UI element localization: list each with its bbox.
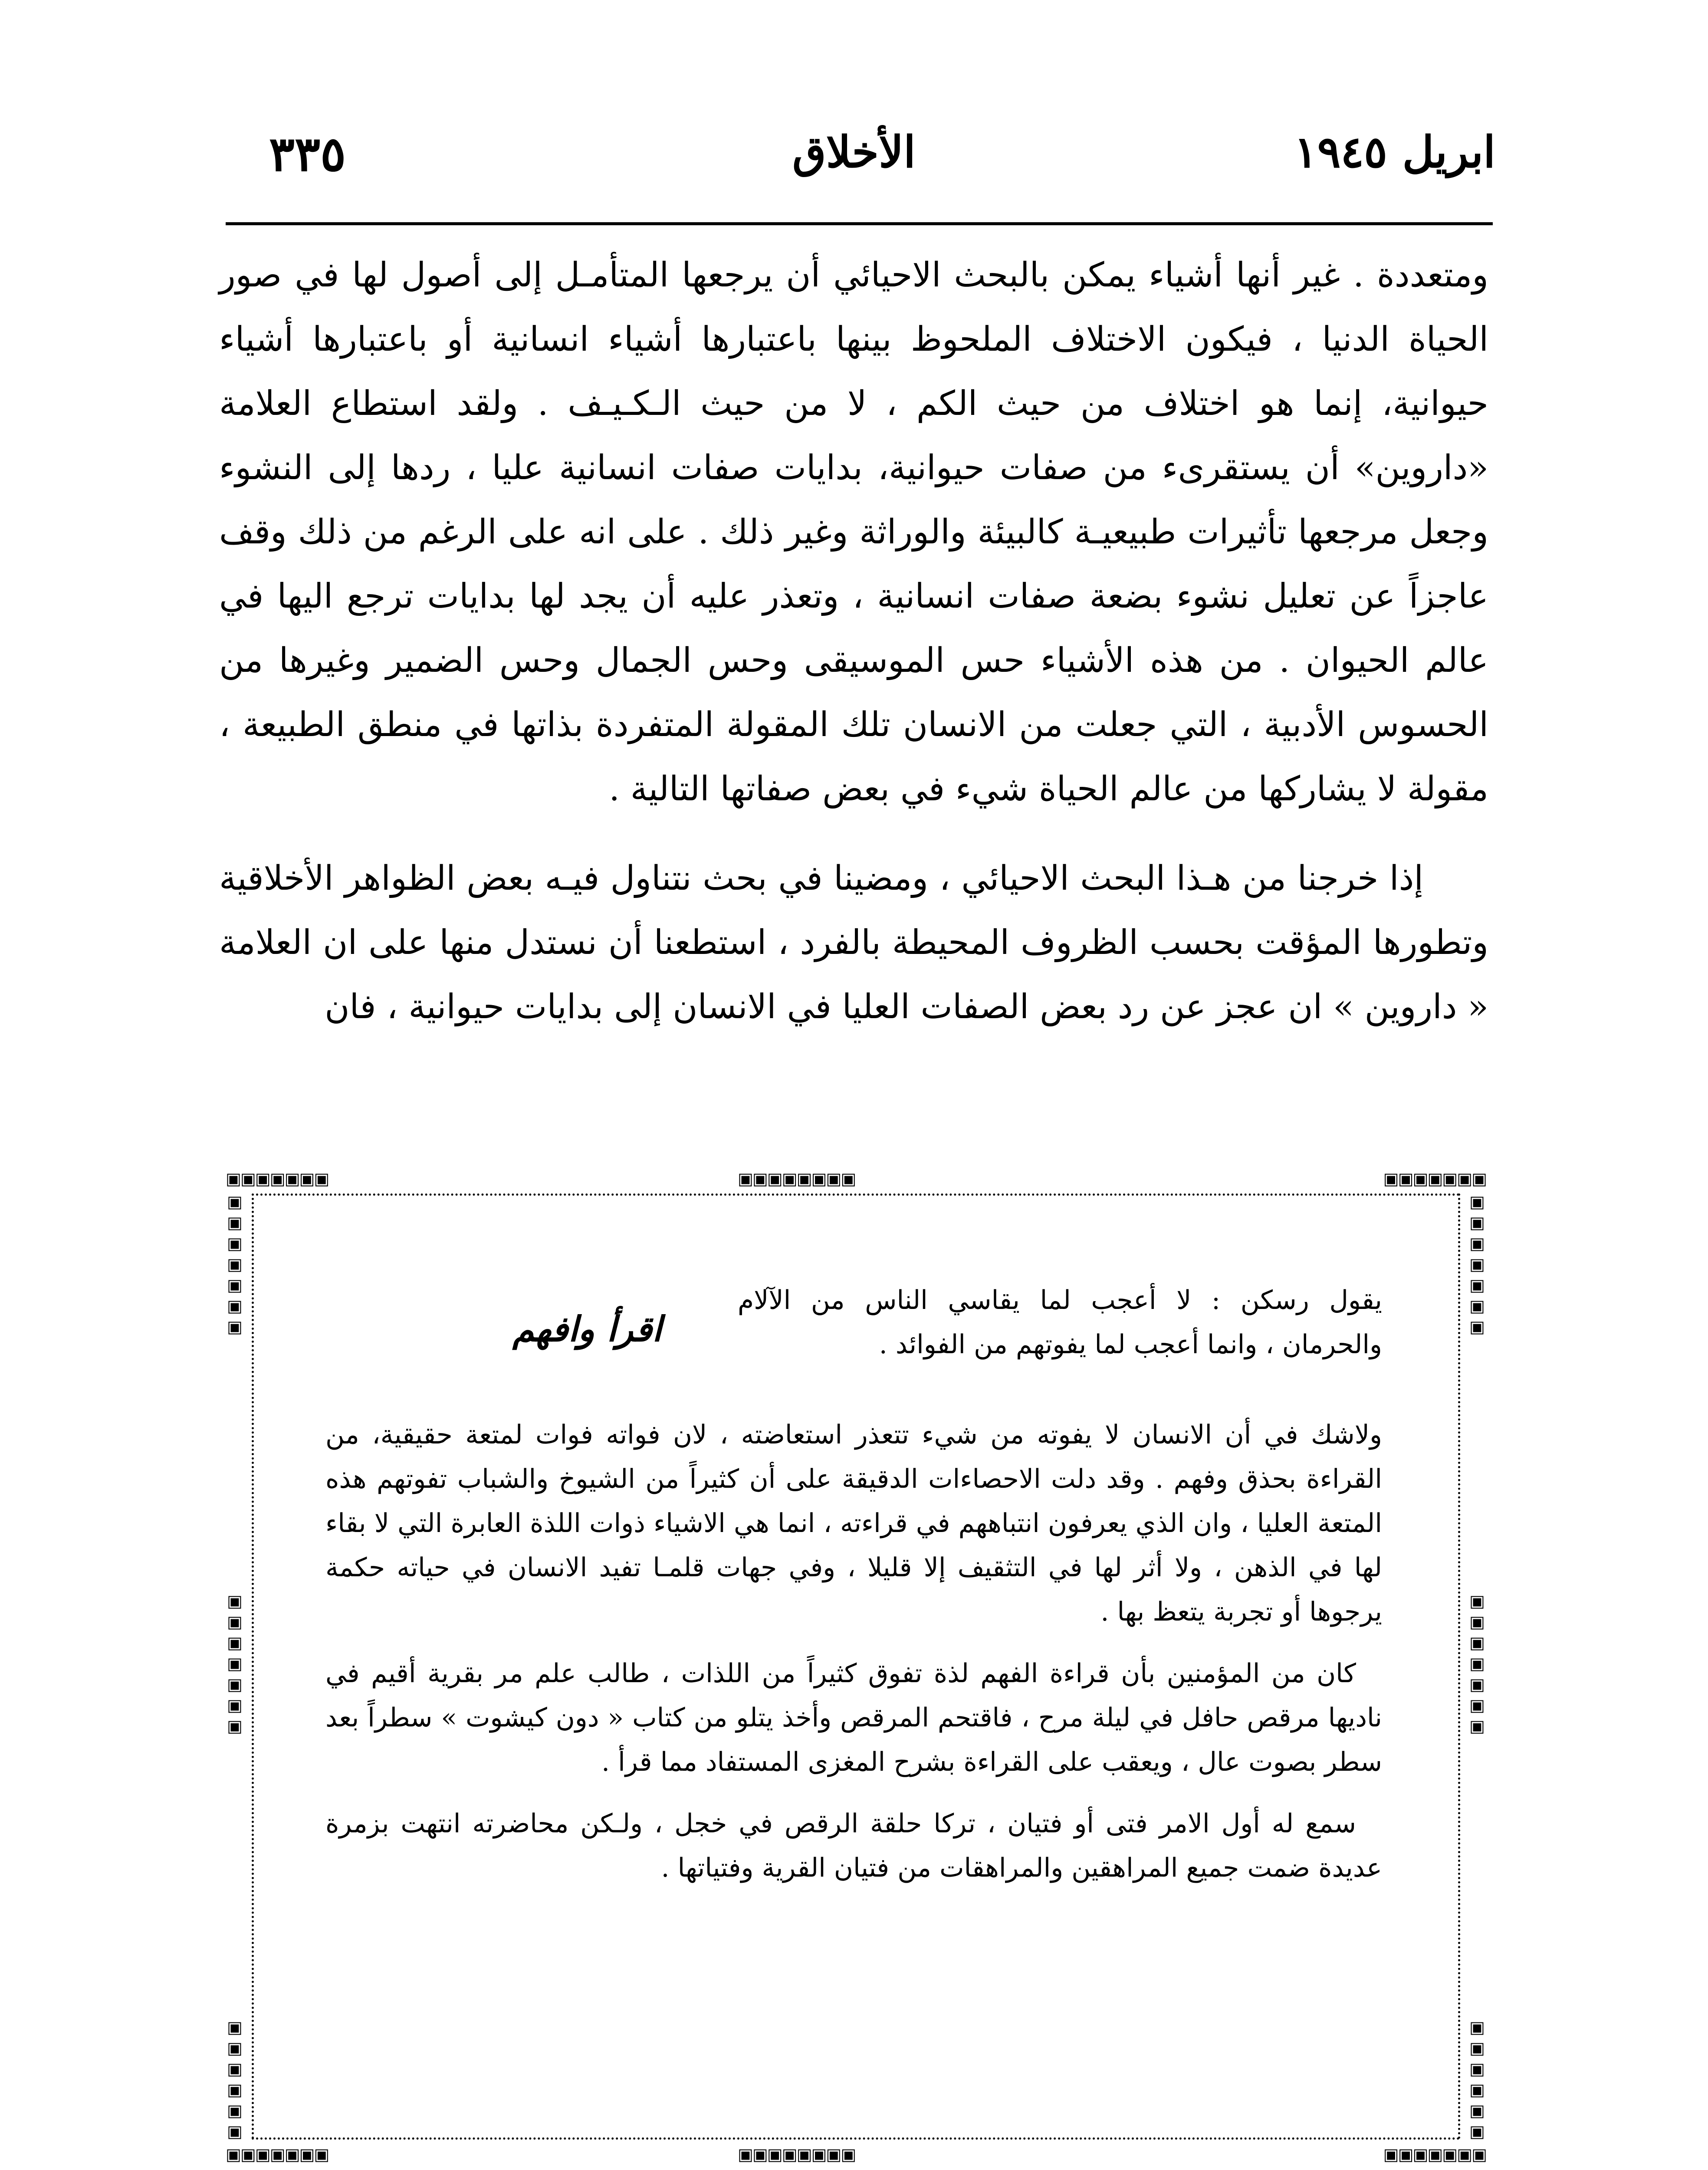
box-paragraph-3: سمع له أول الامر فتى أو فتيان ، تركا حلقة الرقص في خجل ، ولـكن محاضرته انتهت بزمرة عديدة ضمت جميع المراهقين والمراهقات من فتيان القرية وفتياتها . [325, 1808, 1382, 1883]
read-and-understand-box [226, 1170, 1486, 2163]
box-heading: اقرأ وافهم [512, 1309, 662, 1349]
article-paragraph-1: ومتعددة . غير أنها أشياء يمكن بالبحث الاحيائي أن يرجعها المتأمـل إلى أصول لها في صور الحياة الدنيا ، فيكون الاختلاف الملحوظ بينها باعتبارها أشياء انسانية أو باعتبارها أشياء حيوانية، إنما هو اختلاف من حيث الكم ، لا من حيث الـكـيـف . ولقد استطاع العلامة «داروين» أن يستقرىء من صفات حيوانية، بدايات صفات انسانية عليا ، ردها إلى النشوء وجعل مرجعها تأثيرات طبيعيـة كالبيئة والوراثة وغير ذلك . على انه على الرغم من ذلك وقف عاجزاً عن تعليل نشوء بضعة صفات انسانية ، وتعذر عليه أن يجد لها بدايات ترجع اليها في عالم الحيوان . من هذه الأشياء حس الموسيقى وحس الجمال وحس الضمير وغيرها من الحسوس الأدبية ، التي جعلت من الانسان تلك المقولة المتفردة بذاتها في منطق الطبيعة ، مقولة لا يشاركها من عالم الحياة شيء في بعض صفاتها التالية . [219, 256, 1488, 809]
ornament-bottom-left: ▣▣▣▣▣▣▣ [226, 2145, 329, 2164]
article-body [219, 243, 1488, 1039]
ornament-right-top: ▣ ▣ ▣ ▣ ▣ ▣ ▣ [1469, 1192, 1485, 1336]
ornament-top-left: ▣▣▣▣▣▣▣ [226, 1169, 329, 1188]
page-number: ٣٣٥ [269, 126, 346, 182]
ornament-left-middle: ▣ ▣ ▣ ▣ ▣ ▣ ▣ [227, 1591, 243, 1736]
ornament-left-top: ▣ ▣ ▣ ▣ ▣ ▣ ▣ [227, 1192, 243, 1336]
ornament-bottom-center: ▣▣▣▣▣▣▣▣ [738, 2145, 856, 2164]
header-title: الأخلاق [792, 126, 916, 178]
header-rule [226, 222, 1493, 225]
box-paragraph-2: كان من المؤمنين بأن قراءة الفهم لذة تفوق كثيراً من اللذات ، طالب علم مر بقرية أقيم في ناديها مرقص حافل في ليلة مرح ، فاقتحم المرقص وأخذ يتلو من كتاب « دون كيشوت » سطراً بعد سطر بصوت عال ، ويعقب على القراءة بشرح المغزى المستفاد مما قرأ . [325, 1658, 1383, 1777]
box-paragraph-1: ولاشك في أن الانسان لا يفوته من شيء تتعذر استعاضته ، لان فواته فوات لمتعة حقيقية، من القراءة بحذق وفهم . وقد دلت الاحصاءات الدقيقة على أن كثيراً من الشيوخ والشباب تفوتهم هذه المتعة العليا ، وان الذي يعرفون انتباههم في قراءته ، انما هي الاشياء ذوات اللذة العابرة التي لا بقاء لها في الذهن ، ولا أثر لها في التثقيف إلا قليلا ، وفي جهات قلمـا تفيد الانسان في حياته حكمة يرجوها أو تجربة يتعظ بها . [325, 1420, 1382, 1627]
ornament-right-bottom: ▣ ▣ ▣ ▣ ▣ ▣ [1469, 2018, 1485, 2141]
ornament-top-center: ▣▣▣▣▣▣▣▣ [738, 1169, 856, 1188]
ornament-top-right: ▣▣▣▣▣▣▣ [1383, 1169, 1486, 1188]
ornament-bottom-right: ▣▣▣▣▣▣▣ [1383, 2145, 1486, 2164]
article-paragraph-2: إذا خرجنا من هـذا البحث الاحيائي ، ومضينا في بحث نتناول فيـه بعض الظواهر الأخلاقية وتطورها المؤقت بحسب الظروف المحيطة بالفرد ، استطعنا أن نستدل منها على ان العلامة « داروين » ان عجز عن رد بعض الصفات العليا في الانسان إلى بدايات حيوانية ، فان [219, 859, 1488, 1026]
header-date: ابريل ١٩٤٥ [1294, 126, 1495, 178]
box-quote-block [738, 1278, 1382, 1367]
ornament-left-bottom: ▣ ▣ ▣ ▣ ▣ ▣ [227, 2018, 243, 2141]
ornament-right-middle: ▣ ▣ ▣ ▣ ▣ ▣ ▣ [1469, 1591, 1485, 1736]
box-quote: يقول رسكن : لا أعجب لما يقاسي الناس من الآلام والحرمان ، وانما أعجب لما يفوتهم من الفوائد . [738, 1285, 1382, 1360]
box-text-block [325, 1413, 1382, 1890]
